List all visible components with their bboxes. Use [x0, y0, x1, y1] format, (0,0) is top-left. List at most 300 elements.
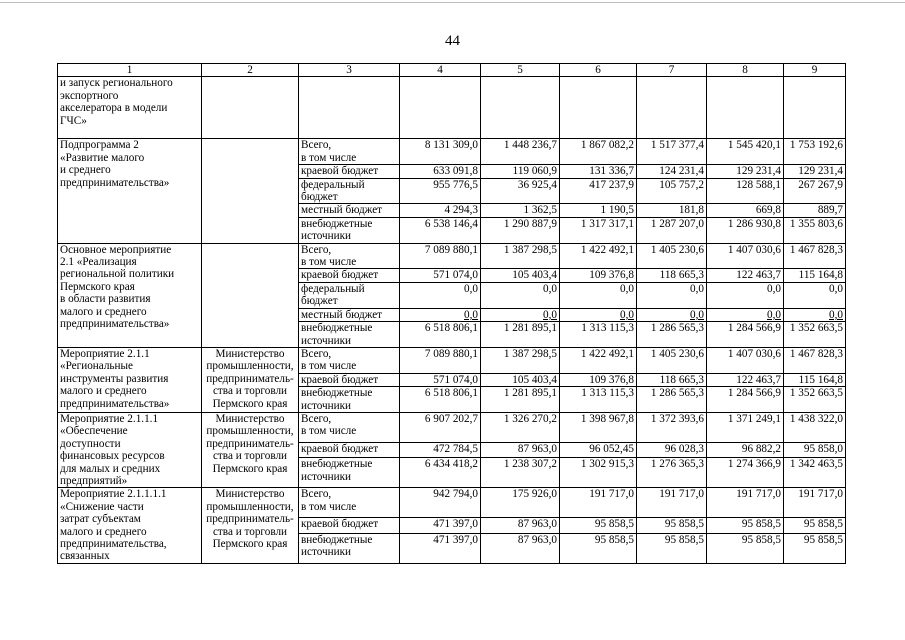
amount-cell: [481, 412, 560, 442]
funding-source-line: Всего,: [301, 347, 332, 360]
amount-cell: [400, 322, 481, 348]
amount-cell: [481, 458, 560, 488]
amount-value: 191 717,0: [589, 488, 634, 501]
table-row: [58, 243, 846, 269]
amount-value: 0,0: [767, 282, 781, 295]
amount-cell: [481, 442, 560, 458]
funding-source-cell: [299, 387, 400, 413]
amount-cell: [560, 178, 637, 204]
amount-value: 6 907 202,7: [424, 412, 478, 425]
funding-source-line: местный бюджет: [301, 308, 383, 321]
funding-source-line: Всего,: [301, 412, 332, 425]
amount-value: 131 336,7: [589, 165, 634, 178]
amount-cell: [707, 387, 784, 413]
amount-value: 129 231,4: [736, 165, 781, 178]
amount-cell: [707, 308, 784, 321]
funding-source-line: внебюджетные: [301, 533, 373, 546]
amount-cell: [707, 347, 784, 373]
program-name-line: и среднего: [60, 164, 111, 177]
amount-value: 0,0: [620, 308, 634, 321]
program-name-line: Мероприятие 2.1.1: [60, 347, 150, 360]
amount-value: 472 784,5: [433, 442, 478, 455]
amount-cell: [637, 442, 707, 458]
table-row: [58, 412, 846, 442]
amount-cell: [784, 178, 846, 204]
amount-value: 115 164,8: [798, 269, 843, 282]
amount-value: 571 074,0: [433, 373, 478, 386]
amount-value: 1 467 828,3: [789, 243, 843, 256]
program-name-line: связанных: [60, 550, 110, 563]
amount-cell: [400, 488, 481, 518]
amount-cell: [560, 387, 637, 413]
amount-value: 191 717,0: [736, 488, 781, 501]
amount-value: 1 398 967,8: [580, 412, 634, 425]
amount-cell: [400, 412, 481, 442]
executor-cell: [202, 412, 299, 487]
funding-source-line: Всего,: [301, 243, 332, 256]
amount-value: 1 407 030,6: [727, 243, 781, 256]
amount-cell: [400, 217, 481, 243]
funding-source-cell: [299, 518, 400, 534]
amount-value: 0,0: [464, 308, 478, 321]
program-name-cell: [58, 139, 202, 243]
amount-value: 1 372 393,6: [650, 412, 704, 425]
amount-value: 119 060,9: [512, 165, 557, 178]
amount-value: 95 858,5: [594, 518, 634, 531]
amount-cell: [707, 458, 784, 488]
table-row: [58, 347, 846, 373]
amount-cell: [707, 518, 784, 534]
executor-cell: [202, 139, 299, 243]
program-name-line: в области развития: [60, 293, 151, 306]
amount-cell: [784, 458, 846, 488]
executor-cell: [202, 243, 299, 347]
amount-value: 96 052,45: [589, 442, 634, 455]
funding-source-cell: [299, 165, 400, 178]
amount-value: 0,0: [464, 282, 478, 295]
funding-source-line: Всего,: [301, 139, 332, 152]
amount-cell: [637, 178, 707, 204]
column-number-cell: 5: [481, 64, 560, 77]
funding-source-cell: [299, 204, 400, 217]
amount-value: 105 757,2: [659, 178, 704, 191]
amount-cell: [784, 217, 846, 243]
funding-source-cell: [299, 139, 400, 165]
amount-value: 95 858,5: [664, 533, 704, 546]
amount-value: 1 753 192,6: [789, 139, 843, 152]
amount-cell: [637, 347, 707, 373]
table-row: [58, 77, 846, 139]
executor-line: ства и торговли: [212, 450, 288, 463]
amount-value: 36 925,4: [517, 178, 557, 191]
amount-cell: [784, 77, 846, 139]
amount-cell: [784, 165, 846, 178]
amount-value: 0,0: [690, 282, 704, 295]
amount-cell: [400, 165, 481, 178]
amount-cell: [481, 217, 560, 243]
amount-cell: [400, 518, 481, 534]
amount-value: 105 403,4: [512, 373, 557, 386]
funding-source-line: источники: [301, 399, 352, 412]
amount-value: 1 371 249,1: [727, 412, 781, 425]
amount-value: 1 352 663,5: [789, 387, 843, 400]
amount-value: 96 882,2: [741, 442, 781, 455]
amount-value: 118 665,3: [659, 269, 704, 282]
funding-source-line: источники: [301, 334, 352, 347]
amount-cell: [637, 165, 707, 178]
amount-value: 95 858,0: [803, 442, 843, 455]
amount-cell: [481, 488, 560, 518]
amount-value: 129 231,4: [798, 165, 843, 178]
amount-value: 128 588,1: [736, 178, 781, 191]
amount-value: 1 517 377,4: [650, 139, 704, 152]
program-name-line: для малых и средних: [60, 462, 161, 475]
amount-value: 1 287 207,0: [650, 217, 704, 230]
amount-value: 1 302 915,3: [580, 458, 634, 471]
amount-value: 7 089 880,1: [424, 347, 478, 360]
funding-source-cell: [299, 77, 400, 139]
funding-source-cell: [299, 269, 400, 282]
program-name-line: Подпрограмма 2: [60, 139, 139, 152]
amount-value: 1 281 895,1: [503, 322, 557, 335]
amount-value: 96 028,3: [664, 442, 704, 455]
amount-value: 1 238 307,2: [503, 458, 557, 471]
amount-cell: [560, 243, 637, 269]
amount-value: 122 463,7: [736, 269, 781, 282]
program-name-cell: [58, 77, 202, 139]
top-rule: [0, 2, 905, 3]
amount-value: 1 387 298,5: [503, 243, 557, 256]
program-name-line: малого и среднего: [60, 305, 147, 318]
amount-cell: [560, 458, 637, 488]
column-number-cell: 1: [58, 64, 202, 77]
amount-cell: [707, 165, 784, 178]
amount-value: 1 407 030,6: [727, 347, 781, 360]
amount-value: 95 858,5: [741, 518, 781, 531]
amount-cell: [784, 387, 846, 413]
funding-source-cell: [299, 243, 400, 269]
amount-cell: [560, 77, 637, 139]
amount-value: 1 286 930,8: [727, 217, 781, 230]
amount-value: 1 276 365,3: [650, 458, 704, 471]
amount-cell: [481, 77, 560, 139]
amount-value: 95 858,5: [741, 533, 781, 546]
executor-cell: [202, 77, 299, 139]
amount-cell: [784, 518, 846, 534]
amount-cell: [784, 269, 846, 282]
amount-cell: [784, 282, 846, 308]
amount-cell: [637, 412, 707, 442]
amount-value: 118 665,3: [659, 373, 704, 386]
amount-cell: [784, 243, 846, 269]
amount-cell: [784, 204, 846, 217]
amount-value: 1 867 082,2: [580, 139, 634, 152]
column-number-cell: 3: [299, 64, 400, 77]
amount-cell: [637, 518, 707, 534]
amount-value: 1 281 895,1: [503, 387, 557, 400]
amount-cell: [637, 269, 707, 282]
funding-source-cell: [299, 533, 400, 563]
amount-value: 1 545 420,1: [727, 139, 781, 152]
amount-value: 6 538 146,4: [424, 217, 478, 230]
amount-value: 417 237,9: [589, 178, 634, 191]
amount-cell: [481, 387, 560, 413]
amount-value: 0,0: [543, 308, 557, 321]
program-name-line: региональной политики: [60, 268, 175, 281]
amount-value: 1 422 492,1: [580, 243, 634, 256]
executor-line: Министерство: [215, 347, 285, 360]
executor-line: Пермского края: [212, 462, 288, 475]
amount-value: 669,8: [755, 204, 781, 217]
amount-value: 633 091,8: [433, 165, 478, 178]
funding-source-line: краевой бюджет: [301, 269, 379, 282]
program-name-line: Мероприятие 2.1.1.1.1: [60, 488, 167, 501]
funding-source-cell: [299, 412, 400, 442]
funding-source-line: внебюджетные: [301, 217, 373, 230]
amount-value: 95 858,5: [594, 533, 634, 546]
executor-line: Пермского края: [212, 397, 288, 410]
amount-cell: [560, 204, 637, 217]
amount-value: 122 463,7: [736, 373, 781, 386]
funding-source-line: бюджет: [301, 295, 338, 308]
program-name-cell: [58, 243, 202, 347]
amount-value: 1 405 230,6: [650, 347, 704, 360]
amount-cell: [707, 139, 784, 165]
amount-value: 1 274 366,9: [727, 458, 781, 471]
program-name-line: малого и среднего: [60, 385, 147, 398]
amount-cell: [481, 165, 560, 178]
amount-value: 6 518 806,1: [424, 322, 478, 335]
program-name-line: 2.1 «Реализация: [60, 256, 137, 269]
amount-cell: [481, 178, 560, 204]
program-name-line: предпринимательства,: [60, 538, 167, 550]
table-row: [58, 139, 846, 165]
amount-value: 1 467 828,3: [789, 347, 843, 360]
amount-value: 942 794,0: [433, 488, 478, 501]
amount-value: 1 362,5: [523, 204, 557, 217]
amount-cell: [784, 308, 846, 321]
executor-line: ства и торговли: [212, 525, 288, 538]
funding-source-cell: [299, 178, 400, 204]
column-number-row: [58, 64, 846, 77]
funding-source-cell: [299, 217, 400, 243]
amount-value: 0,0: [829, 308, 843, 321]
amount-cell: [481, 347, 560, 373]
program-name-line: «Развитие малого: [60, 151, 145, 164]
amount-cell: [400, 243, 481, 269]
amount-value: 105 403,4: [512, 269, 557, 282]
amount-cell: [560, 217, 637, 243]
funding-source-line: внебюджетные: [301, 458, 373, 471]
amount-value: 109 376,8: [589, 373, 634, 386]
amount-cell: [637, 387, 707, 413]
amount-value: 1 284 566,9: [727, 387, 781, 400]
funding-source-line: в том числе: [301, 151, 357, 164]
amount-cell: [784, 322, 846, 348]
amount-value: 1 448 236,7: [503, 139, 557, 152]
amount-value: 571 074,0: [433, 269, 478, 282]
amount-value: 1 355 803,6: [789, 217, 843, 230]
amount-cell: [481, 322, 560, 348]
amount-cell: [784, 533, 846, 563]
amount-value: 191 717,0: [798, 488, 843, 501]
amount-cell: [637, 308, 707, 321]
executor-cell: [202, 347, 299, 412]
funding-source-cell: [299, 442, 400, 458]
funding-source-line: краевой бюджет: [301, 373, 379, 386]
funding-source-line: краевой бюджет: [301, 442, 379, 455]
amount-cell: [560, 269, 637, 282]
amount-cell: [637, 322, 707, 348]
program-name-line: Мероприятие 2.1.1.1: [60, 412, 159, 425]
amount-value: 1 286 565,3: [650, 387, 704, 400]
amount-value: 87 963,0: [517, 533, 557, 546]
amount-cell: [400, 308, 481, 321]
program-name-line: акселератора в модели: [60, 102, 168, 115]
program-name-line: доступности: [60, 437, 121, 450]
amount-cell: [637, 373, 707, 386]
amount-cell: [784, 412, 846, 442]
amount-cell: [707, 77, 784, 139]
program-name-line: инструменты развития: [60, 372, 169, 385]
funding-source-cell: [299, 282, 400, 308]
amount-cell: [784, 373, 846, 386]
program-name-line: Пермского края: [60, 280, 135, 293]
amount-value: 889,7: [817, 204, 843, 217]
executor-line: Министерство: [215, 488, 285, 501]
program-name-line: «Обеспечение: [60, 425, 128, 438]
funding-source-line: в том числе: [301, 500, 357, 513]
table-row: [58, 488, 846, 518]
amount-cell: [481, 243, 560, 269]
amount-cell: [560, 412, 637, 442]
amount-value: 1 313 115,3: [581, 322, 634, 335]
amount-cell: [560, 165, 637, 178]
amount-cell: [560, 518, 637, 534]
amount-cell: [707, 282, 784, 308]
funding-source-line: местный бюджет: [301, 204, 383, 217]
program-name-line: предпринимательства»: [60, 318, 170, 331]
amount-value: 1 405 230,6: [650, 243, 704, 256]
amount-cell: [481, 204, 560, 217]
funding-source-cell: [299, 322, 400, 348]
amount-cell: [707, 488, 784, 518]
amount-value: 0,0: [767, 308, 781, 321]
amount-value: 95 858,5: [664, 518, 704, 531]
amount-cell: [707, 322, 784, 348]
executor-line: ства и торговли: [212, 385, 288, 398]
amount-cell: [560, 488, 637, 518]
page-number: 44: [445, 33, 460, 49]
amount-value: 0,0: [829, 282, 843, 295]
program-name-line: и запуск регионального: [60, 77, 173, 90]
amount-value: 0,0: [690, 308, 704, 321]
program-name-line: предприятий»: [60, 474, 128, 487]
funding-source-cell: [299, 373, 400, 386]
amount-value: 1 438 322,0: [789, 412, 843, 425]
funding-source-line: бюджет: [301, 191, 338, 204]
funding-source-cell: [299, 308, 400, 321]
amount-value: 124 231,4: [659, 165, 704, 178]
funding-source-line: внебюджетные: [301, 387, 373, 400]
amount-cell: [707, 412, 784, 442]
executor-line: промышленности,: [206, 500, 294, 513]
executor-line: Министерство: [215, 412, 285, 425]
amount-cell: [560, 533, 637, 563]
amount-value: 1 352 663,5: [789, 322, 843, 335]
amount-cell: [637, 282, 707, 308]
amount-value: 1 286 565,3: [650, 322, 704, 335]
amount-value: 955 776,5: [433, 178, 478, 191]
amount-value: 87 963,0: [517, 518, 557, 531]
program-name-line: затрат субъектам: [60, 513, 141, 526]
amount-cell: [400, 269, 481, 282]
amount-value: 7 089 880,1: [424, 243, 478, 256]
funding-source-line: источники: [301, 230, 352, 243]
column-number-cell: 4: [400, 64, 481, 77]
amount-cell: [637, 77, 707, 139]
amount-value: 6 434 418,2: [424, 458, 478, 471]
program-name-cell: [58, 412, 202, 487]
amount-cell: [707, 442, 784, 458]
amount-cell: [707, 373, 784, 386]
funding-source-cell: [299, 347, 400, 373]
program-name-cell: [58, 488, 202, 563]
column-number-cell: 6: [560, 64, 637, 77]
funding-source-line: в том числе: [301, 425, 357, 438]
executor-line: Пермского края: [212, 538, 288, 550]
amount-cell: [637, 533, 707, 563]
amount-cell: [637, 488, 707, 518]
column-number-cell: 7: [637, 64, 707, 77]
amount-value: 1 342 463,5: [789, 458, 843, 471]
program-name-line: экспортного: [60, 89, 119, 102]
executor-line: промышленности,: [206, 425, 294, 438]
program-name-line: финансовых ресурсов: [60, 450, 165, 463]
program-name-line: малого и среднего: [60, 525, 147, 538]
funding-source-line: источники: [301, 546, 352, 559]
executor-line: промышленности,: [206, 360, 294, 373]
amount-cell: [637, 243, 707, 269]
funding-source-cell: [299, 458, 400, 488]
amount-cell: [400, 282, 481, 308]
program-name-line: предпринимательства»: [60, 397, 170, 410]
amount-cell: [560, 308, 637, 321]
executor-line: предприниматель-: [206, 437, 294, 450]
amount-cell: [637, 458, 707, 488]
amount-cell: [400, 178, 481, 204]
amount-cell: [560, 139, 637, 165]
amount-value: 1 290 887,9: [503, 217, 557, 230]
amount-cell: [784, 347, 846, 373]
amount-cell: [400, 458, 481, 488]
amount-cell: [637, 217, 707, 243]
column-number-cell: 2: [202, 64, 299, 77]
funding-source-line: в том числе: [301, 256, 357, 269]
amount-value: 1 422 492,1: [580, 347, 634, 360]
amount-value: 181,8: [678, 204, 704, 217]
funding-source-line: Всего,: [301, 488, 332, 501]
amount-value: 1 387 298,5: [503, 347, 557, 360]
program-name-line: ГЧС»: [60, 114, 87, 127]
amount-cell: [400, 204, 481, 217]
amount-cell: [481, 139, 560, 165]
amount-value: 115 164,8: [798, 373, 843, 386]
amount-value: 0,0: [620, 282, 634, 295]
amount-value: 175 926,0: [512, 488, 557, 501]
amount-value: 109 376,8: [589, 269, 634, 282]
amount-cell: [481, 518, 560, 534]
